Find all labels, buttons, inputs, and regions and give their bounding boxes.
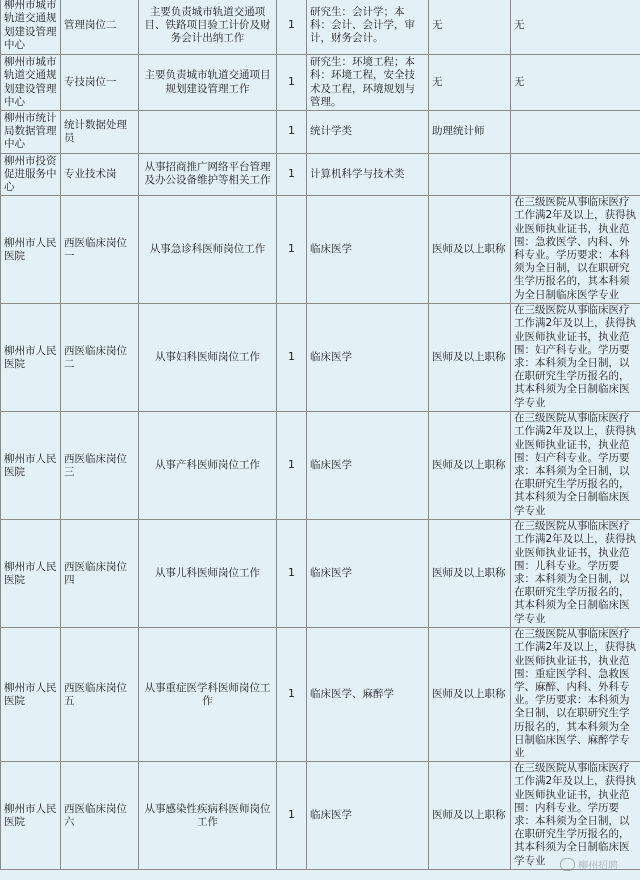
- duty-cell: 从事儿科医师岗位工作: [139, 520, 277, 628]
- post-cell: 专技岗位一: [61, 55, 139, 111]
- title-cell: 无: [429, 0, 511, 55]
- table-row: [1, 304, 640, 412]
- unit-cell: 柳州市人民医院: [1, 762, 61, 870]
- post-cell: 专业技术岗: [61, 153, 139, 196]
- unit-cell: 柳州市统计局数据管理中心: [1, 111, 61, 154]
- table-row: [1, 762, 640, 870]
- count-cell: 1: [277, 520, 307, 628]
- post-cell: 西医临床岗位三: [61, 412, 139, 520]
- title-cell: 医师及以上职称: [429, 762, 511, 870]
- requirement-cell: 在三级医院从事临床医疗工作满2年及以上，获得执业医师执业证书，执业范围：重症医学科、急救医学、麻醉、内科、外科专业。学历要求：本科须为全日制，以在职研究生学历报名的，其本科须为全日制临床医学、麻醉学专业: [511, 628, 640, 762]
- duty-cell: 从事重症医学科医师岗位工作: [139, 628, 277, 762]
- count-cell: 1: [277, 153, 307, 196]
- requirement-cell: [511, 153, 640, 196]
- major-cell: 临床医学、麻醉学: [307, 628, 429, 762]
- unit-cell: 柳州市人民医院: [1, 628, 61, 762]
- major-cell: 临床医学: [307, 520, 429, 628]
- post-cell: 西医临床岗位四: [61, 520, 139, 628]
- title-cell: 无: [429, 55, 511, 111]
- duty-cell: 主要负责城市轨道交通项目规划建设管理工作: [139, 55, 277, 111]
- post-cell: 西医临床岗位五: [61, 628, 139, 762]
- requirement-cell: 在三级医院从事临床医疗工作满2年及以上，获得执业医师执业证书，执业范围：妇产科专业。学历要求：本科须为全日制，以在职研究生学历报名的，其本科须为全日制临床医学专业: [511, 412, 640, 520]
- unit-cell: 柳州市城市轨道交通规划建设管理中心: [1, 55, 61, 111]
- post-cell: 统计数据处理员: [61, 111, 139, 154]
- duty-cell: 主要负责城市轨道交通项目、铁路项目验工计价及财务会计出纳工作: [139, 0, 277, 55]
- table-row: [1, 153, 640, 196]
- major-cell: 计算机科学与技术类: [307, 153, 429, 196]
- duty-cell: 从事急诊科医师岗位工作: [139, 196, 277, 304]
- major-cell: 临床医学: [307, 762, 429, 870]
- major-cell: 临床医学: [307, 196, 429, 304]
- duty-cell: 从事感染性疾病科医师岗位工作: [139, 762, 277, 870]
- count-cell: 1: [277, 55, 307, 111]
- table-row: [1, 0, 640, 55]
- major-cell: 临床医学: [307, 412, 429, 520]
- unit-cell: 柳州市人民医院: [1, 196, 61, 304]
- major-cell: 临床医学: [307, 304, 429, 412]
- title-cell: 医师及以上职称: [429, 304, 511, 412]
- wechat-icon: [560, 858, 575, 871]
- count-cell: 1: [277, 0, 307, 55]
- major-cell: 研究生：会计学；本科：会计、会计学，审计，财务会计。: [307, 0, 429, 55]
- unit-cell: 柳州市投资促进服务中心: [1, 153, 61, 196]
- post-cell: 管理岗位二: [61, 0, 139, 55]
- count-cell: 1: [277, 304, 307, 412]
- major-cell: 统计学类: [307, 111, 429, 154]
- requirement-cell: 在三级医院从事临床医疗工作满2年及以上，获得执业医师执业证书，执业范围：妇产科专业。学历要求：本科须为全日制，以在职研究生学历报名的，其本科须为全日制临床医学专业: [511, 304, 640, 412]
- duty-cell: [139, 111, 277, 154]
- requirement-cell: 在三级医院从事临床医疗工作满2年及以上，获得执业医师执业证书，执业范围：急救医学、内科、外科专业。学历要求：本科须为全日制，以在职研究生学历报名的，其本科须为全日制临床医学专业: [511, 196, 640, 304]
- duty-cell: 从事妇科医师岗位工作: [139, 304, 277, 412]
- major-cell: 研究生：环境工程；本科：环境工程，安全技术及工程，环境规划与管理。: [307, 55, 429, 111]
- requirement-cell: 无: [511, 55, 640, 111]
- title-cell: 助理统计师: [429, 111, 511, 154]
- table-row: [1, 111, 640, 154]
- requirement-cell: [511, 111, 640, 154]
- title-cell: 医师及以上职称: [429, 412, 511, 520]
- unit-cell: 柳州市人民医院: [1, 520, 61, 628]
- post-cell: 西医临床岗位一: [61, 196, 139, 304]
- table-row: [1, 520, 640, 628]
- requirement-cell: 在三级医院从事临床医疗工作满2年及以上，获得执业医师执业证书，执业范围：内科专业。学历要求：本科须为全日制，以在职研究生学历报名的，其本科须为全日制临床医学专业: [511, 762, 640, 870]
- title-cell: [429, 153, 511, 196]
- count-cell: 1: [277, 412, 307, 520]
- title-cell: 医师及以上职称: [429, 628, 511, 762]
- count-cell: 1: [277, 196, 307, 304]
- unit-cell: 柳州市人民医院: [1, 304, 61, 412]
- count-cell: 1: [277, 628, 307, 762]
- table-row: [1, 628, 640, 762]
- unit-cell: 柳州市城市轨道交通规划建设管理中心: [1, 0, 61, 55]
- title-cell: 医师及以上职称: [429, 196, 511, 304]
- requirement-cell: 无: [511, 0, 640, 55]
- count-cell: 1: [277, 762, 307, 870]
- duty-cell: 从事产科医师岗位工作: [139, 412, 277, 520]
- duty-cell: 从事招商推广网络平台管理及办公设备维护等相关工作: [139, 153, 277, 196]
- table-row: [1, 412, 640, 520]
- table-row: [1, 55, 640, 111]
- post-cell: 西医临床岗位二: [61, 304, 139, 412]
- unit-cell: 柳州市人民医院: [1, 412, 61, 520]
- table-row: [1, 196, 640, 304]
- requirement-cell: 在三级医院从事临床医疗工作满2年及以上，获得执业医师执业证书，执业范围：儿科专业。学历要求：本科须为全日制，以在职研究生学历报名的，其本科须为全日制临床医学专业: [511, 520, 640, 628]
- watermark: [560, 857, 618, 872]
- count-cell: 1: [277, 111, 307, 154]
- post-cell: 西医临床岗位六: [61, 762, 139, 870]
- watermark-text: 柳州招聘: [578, 861, 618, 872]
- title-cell: 医师及以上职称: [429, 520, 511, 628]
